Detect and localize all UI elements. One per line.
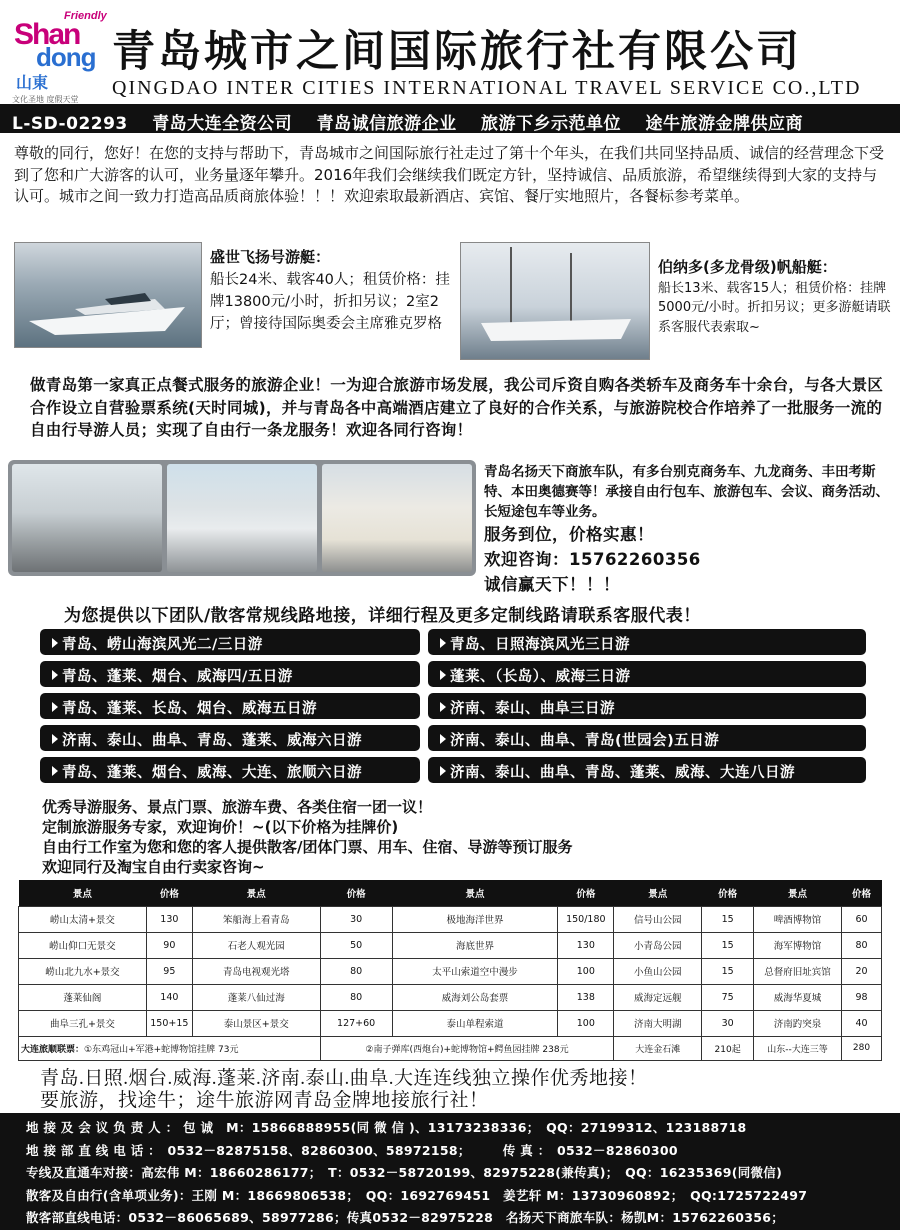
table-cell: 小青岛公园 <box>614 932 702 958</box>
table-cell: 济南大明湖 <box>614 1010 702 1036</box>
table-cell: 130 <box>146 906 192 932</box>
contact-line: 地 接 及 会 议 负 责 人 ： 包 诚 M：15866888955(同 微 信 )、13173238336； QQ：27199312、123188718 <box>26 1120 747 1135</box>
table-cell: 75 <box>702 984 754 1010</box>
route-label: 青岛、蓬莱、长岛、烟台、威海五日游 <box>62 701 317 717</box>
table-cell: 280 <box>842 1036 882 1060</box>
company-title-cn: 青岛城市之间国际旅行社有限公司 <box>112 27 802 77</box>
banner-item: 旅游下乡示范单位 <box>481 114 622 134</box>
route-item <box>428 661 866 687</box>
route-label: 济南、泰山、曲阜、青岛(世园会)五日游 <box>450 733 720 749</box>
services-line: 定制旅游服务专家，欢迎询价！~(以下价格为挂牌价) <box>42 818 399 836</box>
logo-sub-text: 文化圣地 度假天堂 <box>12 95 79 104</box>
col-header: 价格 <box>320 880 392 906</box>
van-photo <box>167 464 317 572</box>
route-item <box>40 693 420 719</box>
contact-line: 地 接 部 直 线 电 话 ： 0532－82875158、82860300、58972158； 传 真 ： 0532－82860300 <box>26 1142 678 1158</box>
table-cell: 崂山仰口无景交 <box>19 932 147 958</box>
arrow-icon <box>52 734 58 744</box>
fleet-line3: 诚信赢天下！！！ <box>484 575 620 594</box>
arrow-icon <box>440 702 446 712</box>
table-row <box>19 932 882 958</box>
table-cell: ②南子弹库(西炮台)+蛇博物馆+鳄鱼园挂牌 238元 <box>320 1036 614 1060</box>
fleet-info <box>484 462 896 597</box>
table-cell: 小鱼山公园 <box>614 958 702 984</box>
table-cell: 98 <box>842 984 882 1010</box>
mpv-photo <box>12 464 162 572</box>
table-row <box>19 958 882 984</box>
banner-item: 途牛旅游金牌供应商 <box>645 114 803 134</box>
banner-item: 青岛诚信旅游企业 <box>316 114 457 134</box>
price-table <box>18 880 882 1061</box>
logo-dong-text: dong <box>36 42 96 72</box>
arrow-icon <box>52 766 58 776</box>
route-label: 青岛、日照海滨风光三日游 <box>450 637 630 653</box>
banner-item: L-SD-02293 <box>12 114 128 134</box>
slogan-line: 要旅游，找途牛；途牛旅游网青岛金牌地接旅行社！ <box>40 1090 489 1111</box>
table-cell: 100 <box>558 1010 614 1036</box>
route-label: 济南、泰山、曲阜、青岛、蓬莱、威海六日游 <box>62 733 362 749</box>
arrow-icon <box>52 670 58 680</box>
slogan <box>40 1068 890 1112</box>
arrow-icon <box>52 638 58 648</box>
sailboat-photo <box>460 242 650 360</box>
route-item <box>428 725 866 751</box>
col-header: 景点 <box>392 880 558 906</box>
table-header-row <box>19 880 882 906</box>
table-cell: 泰山单程索道 <box>392 1010 558 1036</box>
logo-friendly-text: Friendly <box>64 10 107 22</box>
table-cell: 石老人观光园 <box>192 932 320 958</box>
table-cell: 曲阜三孔+景交 <box>19 1010 147 1036</box>
contact-line: 散客部直线电话：0532－86065689、58977286；传真0532－82975228 名扬天下商旅车队：杨凯M：15762260356； <box>26 1210 785 1225</box>
table-cell: 127+60 <box>320 1010 392 1036</box>
route-item <box>40 757 420 783</box>
table-cell: 140 <box>146 984 192 1010</box>
sailboat-icon <box>461 243 651 361</box>
yacht-info <box>210 246 455 335</box>
col-header: 价格 <box>146 880 192 906</box>
table-cell: 80 <box>842 932 882 958</box>
combo-option-a: ①东鸡冠山+军港+蛇博物馆挂牌 73元 <box>84 1044 239 1055</box>
arrow-icon <box>440 670 446 680</box>
yacht-desc: 船长24米、载客40人；租赁价格：挂牌13800元/小时，折扣另议；2室2厅；曾接待国际奥委会主席雅克罗格 <box>210 272 450 332</box>
table-cell: 150+15 <box>146 1010 192 1036</box>
table-cell: 100 <box>558 958 614 984</box>
table-cell: 威海华夏城 <box>754 984 842 1010</box>
routes-title: 为您提供以下团队/散客常规线路地接，详细行程及更多定制线路请联系客服代表！ <box>64 606 701 626</box>
contact-footer <box>0 1113 900 1230</box>
table-cell: 崂山太清+景交 <box>19 906 147 932</box>
route-item <box>428 757 866 783</box>
col-header: 价格 <box>842 880 882 906</box>
arrow-icon <box>440 766 446 776</box>
col-header: 景点 <box>192 880 320 906</box>
table-cell: 极地海洋世界 <box>392 906 558 932</box>
route-label: 青岛、蓬莱、烟台、威海四/五日游 <box>62 669 293 685</box>
services-line: 优秀导游服务、景点门票、旅游车费、各类住宿一团一议！ <box>42 798 433 816</box>
table-row <box>19 906 882 932</box>
credential-banner <box>0 104 900 133</box>
col-header: 景点 <box>754 880 842 906</box>
yacht-photo <box>14 242 202 348</box>
route-item <box>40 661 420 687</box>
route-label: 青岛、崂山海滨风光二/三日游 <box>62 637 263 653</box>
table-cell: 海军博物馆 <box>754 932 842 958</box>
table-cell: 青岛电视观光塔 <box>192 958 320 984</box>
table-cell: 蓬莱仙阁 <box>19 984 147 1010</box>
route-label: 蓬莱、（长岛）、威海三日游 <box>450 669 631 685</box>
route-item <box>428 693 866 719</box>
sailboat-info <box>658 258 898 337</box>
table-cell: 威海定远舰 <box>614 984 702 1010</box>
yacht-name: 盛世飞扬号游艇： <box>210 248 331 266</box>
yacht-icon <box>15 243 203 349</box>
table-cell: 80 <box>320 984 392 1010</box>
contact-line: 散客及自由行(含单项业务)：王刚 M：18669806538； QQ：1692769451 姜艺轩 M：13730960892； QQ:1725722497 <box>26 1187 808 1203</box>
table-row <box>19 984 882 1010</box>
table-cell: 90 <box>146 932 192 958</box>
table-cell: 30 <box>320 906 392 932</box>
table-cell: 太平山索道空中漫步 <box>392 958 558 984</box>
col-header: 价格 <box>558 880 614 906</box>
service-paragraph: 做青岛第一家真正点餐式服务的旅游企业！一为迎合旅游市场发展，我公司斥资自购各类轿车及商务车十余台，与各大景区合作设立自营验票系统(天时同城)，并与青岛各中高端酒店建立了良好的合作关系，与旅游院校合作培养了一批服务一流的自由行导游人员；实现了自由行一条龙服务！欢迎各同行咨询！ <box>30 376 884 439</box>
table-cell: 20 <box>842 958 882 984</box>
sailboat-desc: 船长13米、载客15人；租赁价格：挂牌5000元/小时。折扣另议；更多游艇请联系客服代表索取~ <box>658 280 891 335</box>
logo-shan-text: Shan <box>14 18 80 51</box>
route-label: 济南、泰山、曲阜、青岛、蓬莱、威海、大连八日游 <box>450 765 795 781</box>
table-row <box>19 1036 882 1060</box>
combo-label: 大连旅顺联票： <box>21 1044 85 1055</box>
company-title-en: QINGDAO INTER CITIES INTERNATIONAL TRAVEL SERVICE CO.,LTD <box>112 77 862 99</box>
table-cell: 泰山景区+景交 <box>192 1010 320 1036</box>
table-cell: 大连金石滩 <box>614 1036 702 1060</box>
table-cell: 60 <box>842 906 882 932</box>
table-cell: 海底世界 <box>392 932 558 958</box>
arrow-icon <box>440 638 446 648</box>
table-cell: 总督府旧址宾馆 <box>754 958 842 984</box>
contact-line: 专线及直通车对接：高宏伟 M：18660286177； T：0532－58720199、82975228(兼传真)； QQ：16235369(同微信) <box>26 1165 783 1180</box>
table-cell: 崂山北九水+景交 <box>19 958 147 984</box>
fleet-desc: 青岛名扬天下商旅车队，有多台别克商务车、九龙商务、丰田考斯特、本田奥德赛等！承接自由行包车、旅游包车、会议、商务活动、长短途包车等业务。 <box>484 464 889 520</box>
route-label: 济南、泰山、曲阜三日游 <box>450 701 615 717</box>
table-cell: 30 <box>702 1010 754 1036</box>
table-cell: 山东--大连三等 <box>754 1036 842 1060</box>
table-cell: 40 <box>842 1010 882 1036</box>
table-cell: 50 <box>320 932 392 958</box>
table-cell: 130 <box>558 932 614 958</box>
table-cell: 15 <box>702 932 754 958</box>
table-cell: 蓬莱八仙过海 <box>192 984 320 1010</box>
col-header: 景点 <box>19 880 147 906</box>
table-cell: 210起 <box>702 1036 754 1060</box>
intro-paragraph: 尊敬的同行，您好！在您的支持与帮助下，青岛城市之间国际旅行社走过了第十个年头，在我们共同坚持品质、诚信的经营理念下受到了您和广大游客的认可，业务量逐年攀升。2016年我们会继续我们既定方针，坚持诚信、品质旅游，希望继续得到大家的支持与认可。城市之间一致力打造高品质商旅体验！！！欢迎索取最新酒店、宾馆、餐厅实地照片，各餐标参考菜单。 <box>14 144 885 205</box>
table-cell: 济南趵突泉 <box>754 1010 842 1036</box>
arrow-icon <box>440 734 446 744</box>
logo-cn-text: 山東 <box>16 73 49 92</box>
slogan-line: 青岛.日照.烟台.威海.蓬莱.济南.泰山.曲阜.大连连线独立操作优秀地接！ <box>40 1068 648 1089</box>
col-header: 价格 <box>702 880 754 906</box>
sailboat-name: 伯纳多(多龙骨级)帆船艇： <box>658 258 837 276</box>
table-cell: 信号山公园 <box>614 906 702 932</box>
fleet-phone: 欢迎咨询：15762260356 <box>484 550 701 569</box>
table-row <box>19 1010 882 1036</box>
fleet-line1: 服务到位，价格实惠！ <box>484 525 654 544</box>
table-cell: 15 <box>702 906 754 932</box>
table-cell: 150/180 <box>558 906 614 932</box>
route-item <box>428 629 866 655</box>
table-cell: 威海刘公岛套票 <box>392 984 558 1010</box>
fleet-photos <box>8 460 476 576</box>
company-logo <box>10 8 107 104</box>
table-cell: 啤酒博物馆 <box>754 906 842 932</box>
table-cell: 笨船海上看青岛 <box>192 906 320 932</box>
table-cell <box>19 1036 321 1060</box>
table-cell: 95 <box>146 958 192 984</box>
services-line: 欢迎同行及淘宝自由行卖家咨询~ <box>42 858 265 876</box>
banner-item: 青岛大连全资公司 <box>152 114 293 134</box>
route-label: 青岛、蓬莱、烟台、威海、大连、旅顺六日游 <box>62 765 362 781</box>
table-cell: 15 <box>702 958 754 984</box>
bus-photo <box>322 464 472 572</box>
route-item <box>40 629 420 655</box>
arrow-icon <box>52 702 58 712</box>
route-item <box>40 725 420 751</box>
col-header: 景点 <box>614 880 702 906</box>
table-cell: 138 <box>558 984 614 1010</box>
services-line: 自由行工作室为您和您的客人提供散客/团体门票、用车、住宿、导游等预订服务 <box>42 838 573 856</box>
services-list <box>42 797 882 877</box>
table-cell: 80 <box>320 958 392 984</box>
